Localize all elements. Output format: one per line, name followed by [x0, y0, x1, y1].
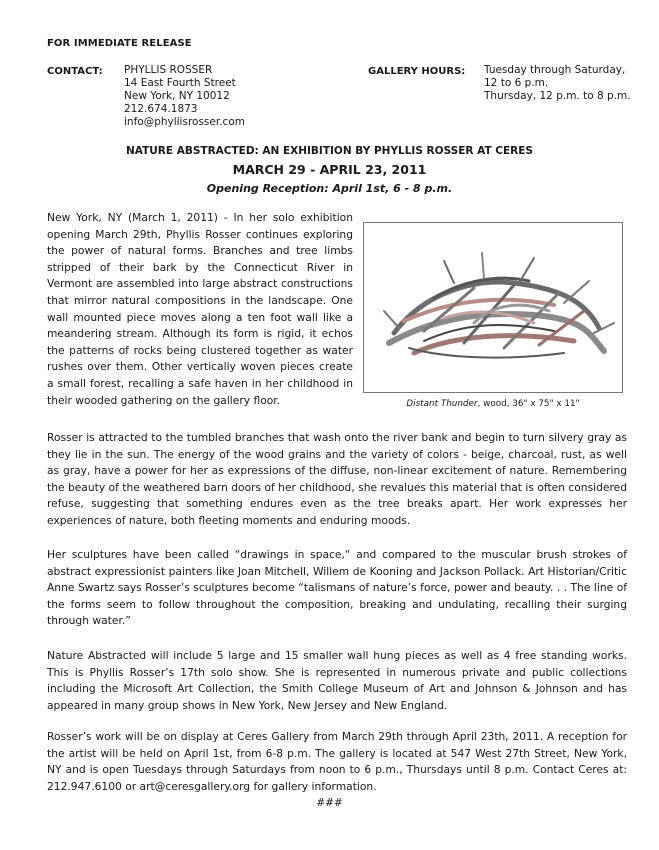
dateline: New York, NY (March 1, 2011) -: [47, 211, 228, 224]
sculpture-illustration: [364, 223, 622, 392]
exhibition-title: NATURE ABSTRACTED: AN EXHIBITION BY PHYLLIS ROSSER AT CERES: [126, 145, 533, 157]
artwork-details: , wood, 36" x 75" x 11": [477, 399, 580, 409]
contact-label: CONTACT:: [47, 66, 103, 77]
gallery-hours-label: GALLERY HOURS:: [368, 66, 466, 77]
contact-phone: 212.674.1873: [124, 103, 198, 115]
contact-name: PHYLLIS ROSSER: [124, 64, 213, 76]
exhibition-dates: MARCH 29 - APRIL 23, 2011: [232, 162, 427, 177]
release-heading: FOR IMMEDIATE RELEASE: [47, 38, 192, 49]
opening-reception: Opening Reception: April 1st, 6 - 8 p.m.: [206, 182, 453, 195]
end-mark: ###: [316, 797, 343, 809]
contact-street: 14 East Fourth Street: [124, 77, 236, 89]
gallery-hours-block: [484, 64, 631, 103]
artwork-title: Distant Thunder: [406, 399, 478, 409]
paragraph-5: Rosser’s work will be on display at Ceres Gallery from March 29th through April 23th, 2011. A reception for the artist will be held on April 1st, from 6-8 p.m. The gallery is located at 547 West 27th Street, New York, NY and is open Tuesdays through Saturdays from noon to 6 p.m., Thursdays until 8 p.m. Contact Ceres at: 212.947.6100 or art@ceresgallery.org for gallery information.: [47, 730, 627, 793]
hours-line-2: 12 to 6 p.m.: [484, 77, 549, 89]
paragraph-3: Her sculptures have been called “drawings in space,“ and compared to the muscular brush strokes of abstract expressionist painters like Joan Mitchell, Willem de Kooning and Jackson Pollack. Art Historian/Critic Anne Swartz says Rosser’s sculptures become “talismans of nature’s force, power and beauty. . . The line of the forms seem to follow throughout the composition, breaking and undulating, recalling their surging through water.”: [47, 548, 627, 628]
contact-city: New York, NY 10012: [124, 90, 230, 102]
paragraph-4: Nature Abstracted will include 5 large and 15 smaller wall hung pieces as well as 4 free standing works. This is Phyllis Rosser’s 17th solo show. She is represented in numerous private and public collections including the Microsoft Art Collection, the Smith College Museum of Art and Johnson & Johnson and has appeared in many group shows in New York, New Jersey and New England.: [47, 649, 627, 712]
contact-email: info@phyllisrosser.com: [124, 116, 245, 128]
hours-line-1: Tuesday through Saturday,: [484, 64, 626, 76]
contact-block: [124, 64, 245, 129]
photo-caption: [363, 399, 623, 409]
sculpture-photo: [363, 222, 623, 393]
paragraph-2: Rosser is attracted to the tumbled branches that wash onto the river bank and begin to turn silvery gray as they lie in the sun. The energy of the wood grains and the variety of colors - beige, charcoal, rust, as well as gray, have a power for her as expressions of the diffuse, non-linear excitement of nature. Remembering the beauty of the weathered barn doors of her childhood, she revalues this material that is often considered refuse, suggesting that something endures even as the tree breaks apart. Her work expresses her experiences of nature, both fleeting moments and enduring moods.: [47, 431, 627, 527]
paragraph-1: [47, 210, 353, 409]
paragraph-1-text: In her solo exhibition opening March 29th, Phyllis Rosser continues exploring the power of natural forms. Branches and tree limbs stripped of their bark by the Connecticut River in Vermont are assembled into large abstract constructions that mirror natural compositions in the landscape. One wall mounted piece moves along a ten foot wall like a meandering stream. Although its form is rigid, it echos the patterns of rocks being clustered together as water rushes over them. Other vertically woven pieces create a small forest, recalling a safe haven in her childhood in their wooded gathering on the gallery floor.: [47, 211, 353, 407]
hours-line-3: Thursday, 12 p.m. to 8 p.m.: [484, 90, 631, 102]
